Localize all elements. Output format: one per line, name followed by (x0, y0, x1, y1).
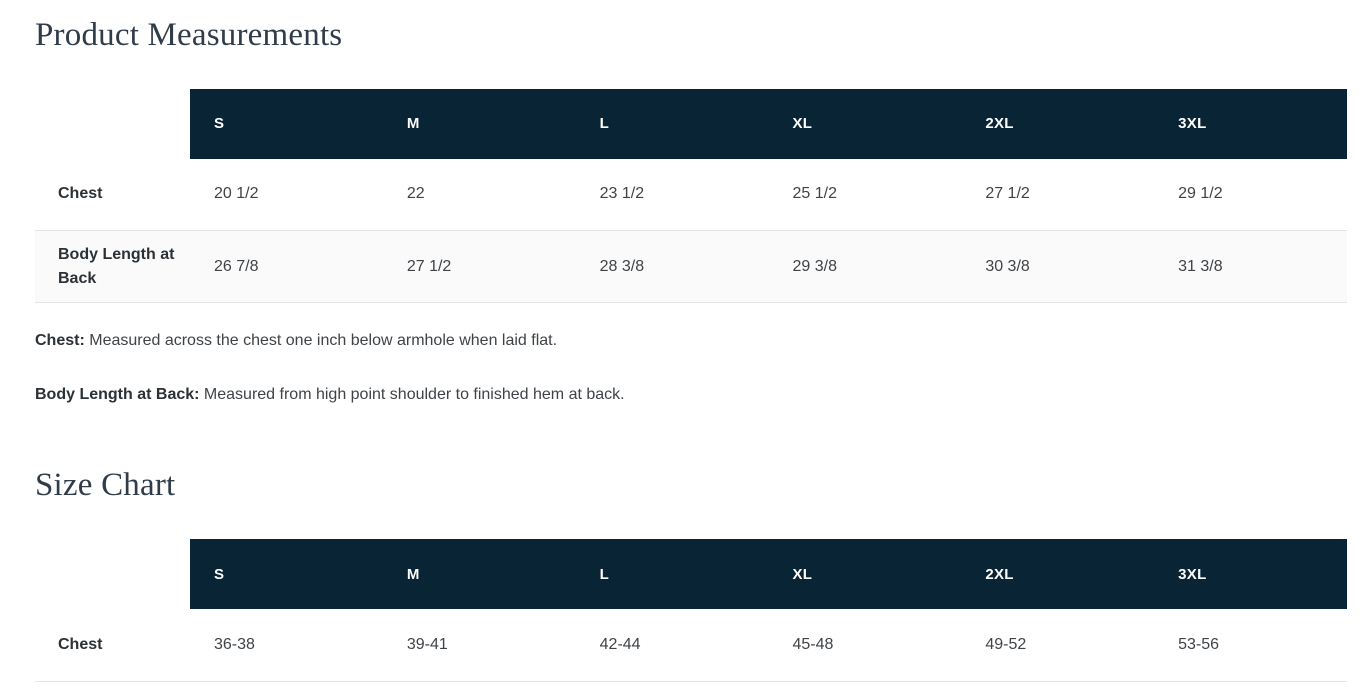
size-column-header-m: M (383, 89, 576, 159)
product-measurements-section (35, 0, 1347, 404)
measurement-cell: 22 (406, 185, 425, 203)
measurement-cell: 23 1/2 (599, 185, 645, 203)
size-column-header-xl: XL (768, 89, 961, 159)
measurement-cell: 29 1/2 (1178, 185, 1223, 203)
measurement-cell: 27 1/2 (406, 257, 452, 275)
chest-note-text: Measured across the chest one inch below armhole when laid flat. (89, 332, 558, 350)
size-column-header-3xl: 3XL (1154, 89, 1347, 159)
size-column-header-2xl: 2XL (961, 539, 1154, 609)
size-column-header-2xl: 2XL (961, 89, 1154, 159)
size-column-header-s: S (190, 539, 383, 609)
size-header-row (35, 539, 1347, 609)
size-range-cell: 53-56 (1178, 635, 1220, 653)
size-chart-section (35, 466, 1347, 681)
measurement-cell: 27 1/2 (985, 185, 1030, 203)
measurement-cell: 31 3/8 (1178, 257, 1223, 275)
body-length-note-term: Body Length at Back: (35, 386, 200, 404)
measurement-cell: 29 3/8 (792, 257, 837, 275)
size-column-header-3xl: 3XL (1154, 539, 1347, 609)
size-header-row (35, 89, 1347, 159)
chest-note (35, 331, 1347, 350)
measurement-cell: 28 3/8 (599, 257, 645, 275)
size-range-cell: 49-52 (985, 635, 1027, 653)
size-column-header-m: M (383, 539, 576, 609)
body-length-note-text: Measured from high point shoulder to finished hem at back. (203, 386, 625, 404)
measurement-cell: 26 7/8 (214, 257, 259, 275)
table-row-chest (35, 609, 1347, 681)
size-column-header-l: L (576, 89, 769, 159)
size-column-header-s: S (190, 89, 383, 159)
row-label-chest: Chest (58, 635, 103, 653)
table-row-body-length (35, 231, 1347, 303)
size-chart-table (35, 539, 1347, 682)
size-range-cell: 42-44 (599, 635, 641, 653)
corner-cell (35, 539, 190, 609)
size-column-header-xl: XL (768, 539, 961, 609)
size-range-cell: 45-48 (792, 635, 834, 653)
measurement-cell: 25 1/2 (792, 185, 837, 203)
row-label-body-length: Body Length at Back (58, 245, 175, 287)
corner-cell (35, 89, 190, 159)
size-chart-title: Size Chart (35, 467, 176, 504)
size-range-cell: 36-38 (214, 635, 255, 653)
measurement-cell: 30 3/8 (985, 257, 1030, 275)
row-label-chest: Chest (58, 185, 103, 203)
product-measurements-title: Product Measurements (35, 17, 343, 53)
size-range-cell: 39-41 (406, 635, 448, 653)
product-measurements-table (35, 89, 1347, 304)
body-length-note (35, 385, 1347, 404)
chest-note-term: Chest: (35, 332, 85, 350)
size-column-header-l: L (576, 539, 769, 609)
table-row-chest (35, 159, 1347, 231)
measurement-cell: 20 1/2 (214, 185, 259, 203)
